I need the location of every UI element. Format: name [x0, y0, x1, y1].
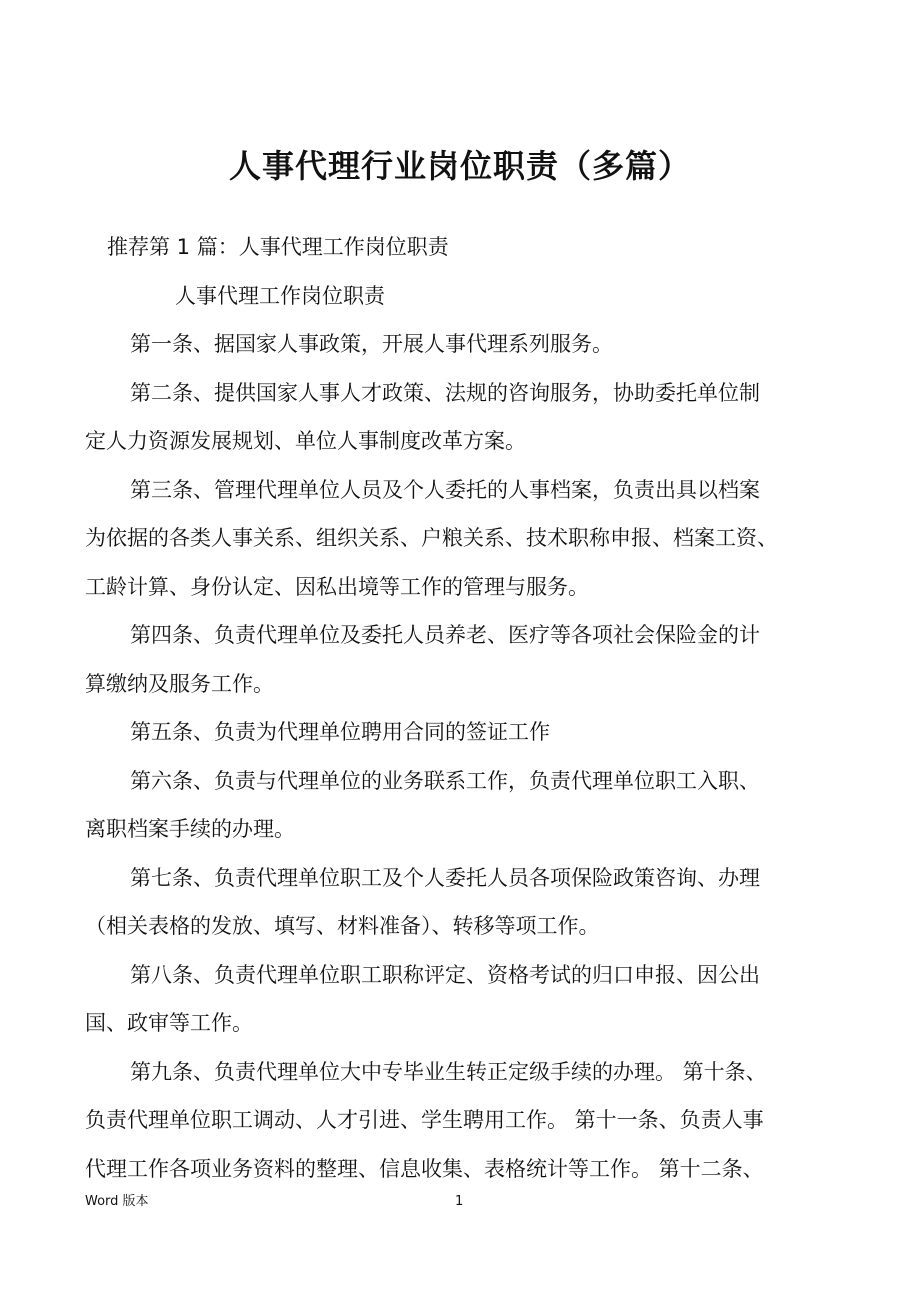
- document-body: [85, 223, 851, 1193]
- footer-version-label: Word 版本: [85, 1194, 149, 1209]
- paragraph-line: 第三条、管理代理单位人员及个人委托的人事档案，负责出具以档案: [130, 477, 760, 502]
- footer-page-number: 1: [455, 1194, 464, 1209]
- paragraph-line: （相关表格的发放、填写、材料准备）、转移等项工作。: [85, 914, 600, 938]
- paragraph-line: 代理工作各项业务资料的整理、信息收集、表格统计等工作。 第十二条、: [85, 1156, 764, 1181]
- paragraph-line: 负责代理单位职工调动、人才引进、学生聘用工作。 第十一条、负责人事: [85, 1108, 764, 1132]
- paragraph-line: 第一条、据国家人事政策，开展人事代理系列服务。: [130, 332, 613, 356]
- paragraph-line: 第二条、提供国家人事人才政策、法规的咨询服务，协助委托单位制: [130, 380, 760, 405]
- paragraph-line: 第八条、负责代理单位职工职称评定、资格考试的归口申报、因公出: [130, 962, 760, 987]
- document-title: 人事代理行业岗位职责（多篇）: [228, 147, 691, 185]
- paragraph-line: 第四条、负责代理单位及委托人员养老、医疗等各项社会保险金的计: [130, 623, 760, 647]
- paragraph-line: 为依据的各类人事关系、组织关系、户粮关系、技术职称申报、档案工资、: [85, 526, 778, 550]
- section-heading: 人事代理工作岗位职责: [175, 283, 385, 308]
- paragraph-line: 国、政审等工作。: [85, 1011, 253, 1035]
- paragraph-line: 工龄计算、身份认定、因私出境等工作的管理与服务。: [85, 574, 589, 599]
- paragraph-line: 离职档案手续的办理。: [85, 817, 295, 841]
- paragraph-line: 算缴纳及服务工作。: [85, 671, 274, 696]
- paragraph-line: 第七条、负责代理单位职工及个人委托人员各项保险政策咨询、办理: [130, 865, 760, 890]
- paragraph-line: 第九条、负责代理单位大中专毕业生转正定级手续的办理。 第十条、: [130, 1059, 767, 1084]
- paragraph-line: 第六条、负责与代理单位的业务联系工作，负责代理单位职工入职、: [130, 768, 760, 793]
- paragraph-line: 定人力资源发展规划、单位人事制度改革方案。: [85, 429, 526, 453]
- paragraph-line: 第五条、负责为代理单位聘用合同的签证工作: [130, 720, 550, 744]
- recommend-line: 推荐第 1 篇：人事代理工作岗位职责: [107, 235, 449, 259]
